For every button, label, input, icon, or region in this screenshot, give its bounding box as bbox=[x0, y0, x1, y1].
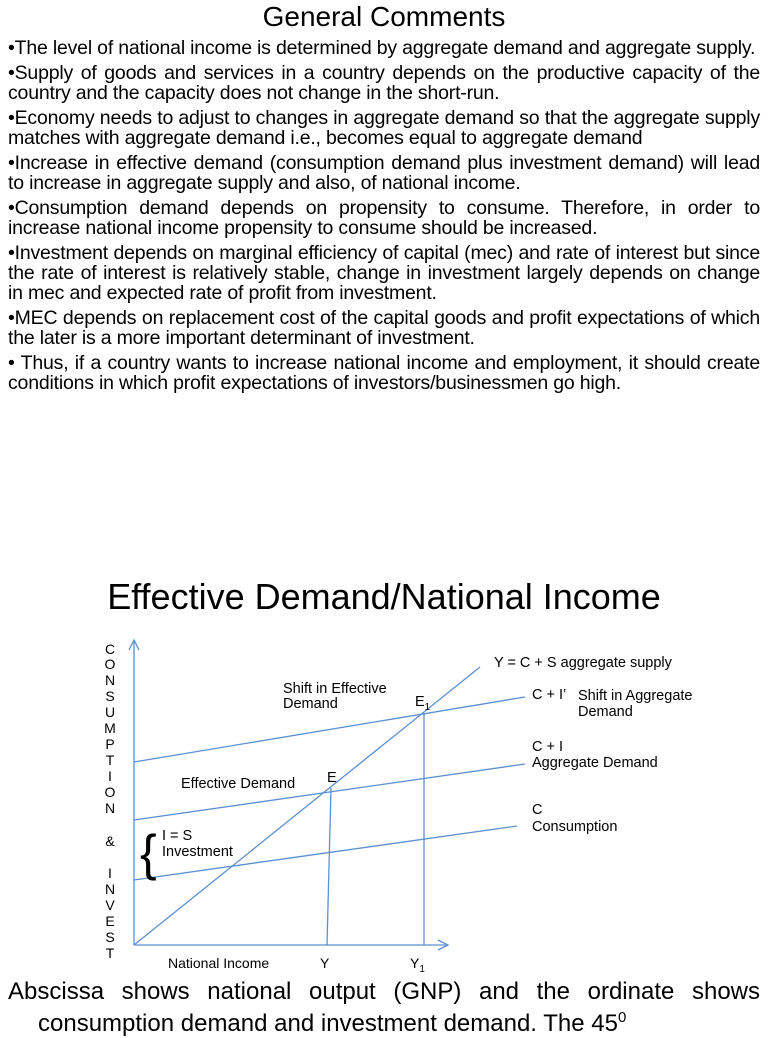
bullet-item: •MEC depends on replacement cost of the capital goods and profit expectations of which the later is a more important determinant of investment. bbox=[8, 307, 760, 349]
investment-brace: { bbox=[140, 825, 157, 881]
footer-line-1: Abscissa shows national output (GNP) and the ordinate shows bbox=[8, 978, 760, 1005]
point-e1-text: E bbox=[415, 694, 425, 710]
point-e1-subscript: 1 bbox=[424, 702, 431, 713]
y-axis-letter: N bbox=[104, 800, 116, 816]
y-axis-letter: N bbox=[104, 881, 116, 897]
c-line-name: C bbox=[532, 802, 543, 818]
shift-effective-demand-1: Shift in Effective bbox=[283, 681, 387, 697]
tick-y1-subscript: 1 bbox=[419, 964, 425, 975]
diagram-title: Effective Demand/National Income bbox=[107, 576, 661, 617]
shifted-ad-label-1: Shift in Aggregate bbox=[578, 688, 693, 704]
bullet-item: •Increase in effective demand (consumption demand plus investment demand) will lead to increase in aggregate supply and also, of national income. bbox=[8, 152, 760, 194]
income-y-drop-line bbox=[327, 788, 331, 945]
c-line-label: Consumption bbox=[532, 819, 618, 835]
bullet-list bbox=[8, 38, 760, 398]
point-e1 bbox=[415, 694, 431, 713]
is-label: I = S bbox=[162, 828, 193, 844]
y-axis-letter: T bbox=[105, 752, 115, 768]
investment-label: Investment bbox=[162, 844, 233, 860]
y-axis-letter: M bbox=[104, 720, 116, 736]
y-axis-letter: S bbox=[105, 929, 115, 945]
y-axis-letter: S bbox=[105, 688, 115, 704]
shifted-ad-label-2: Demand bbox=[578, 704, 633, 720]
supply-line-label: Y = C + S aggregate supply bbox=[494, 655, 672, 671]
x-axis-label: National Income bbox=[168, 955, 270, 971]
page-title: General Comments bbox=[262, 1, 506, 32]
bullet-item: •Consumption demand depends on propensity to consume. Therefore, in order to increase national income propensity to consume should be increased. bbox=[8, 197, 760, 239]
tick-y: Y bbox=[320, 955, 330, 971]
bullet-item: •The level of national income is determined by aggregate demand and aggregate supply. bbox=[8, 37, 756, 59]
y-axis-letter: I bbox=[108, 865, 112, 881]
bullet-item: • Thus, if a country wants to increase national income and employment, it should create conditions in which profit expectations of investors/businessmen go high. bbox=[8, 352, 760, 394]
y-axis-letter: U bbox=[104, 704, 116, 720]
ad-line-name: C + I bbox=[532, 739, 564, 755]
y-axis-letter: O bbox=[104, 784, 116, 800]
shifted-ad-line-name: C + I’ bbox=[532, 687, 567, 703]
y-axis-label bbox=[104, 641, 116, 961]
footer-line-2-text: consumption demand and investment demand. The 45 bbox=[38, 1010, 618, 1037]
keynesian-cross-diagram bbox=[0, 630, 768, 975]
bullet-item: •Economy needs to adjust to changes in aggregate demand so that the aggregate supply matches with aggregate demand i.e., becomes equal to aggregate demand bbox=[8, 107, 760, 149]
ad-line-label: Aggregate Demand bbox=[532, 755, 658, 771]
y-axis-letter: E bbox=[105, 913, 115, 929]
y-axis-letter: V bbox=[105, 897, 115, 913]
bullet-item: •Supply of goods and services in a country depends on the productive capacity of the country and the capacity does not change in the short-run. bbox=[8, 62, 760, 104]
footer-degree-superscript: 0 bbox=[617, 1009, 627, 1026]
effective-demand-label: Effective Demand bbox=[181, 776, 296, 792]
point-e: E bbox=[327, 770, 337, 786]
y-axis-letter: & bbox=[105, 833, 115, 849]
footer-line-2 bbox=[8, 1004, 760, 1038]
bullet-item: •Investment depends on marginal efficiency of capital (mec) and rate of interest but since the rate of interest is relatively stable, change in investment largely depends on change in mec and expected rate of profit from investment. bbox=[8, 242, 760, 304]
y-axis-letter: O bbox=[104, 656, 116, 672]
y-axis-letter: N bbox=[104, 672, 116, 688]
y-axis-letter: T bbox=[105, 945, 115, 961]
y-axis-letter: P bbox=[105, 736, 115, 752]
y-axis-letter: I bbox=[108, 768, 112, 784]
shift-effective-demand-2: Demand bbox=[283, 696, 338, 712]
tick-y1 bbox=[410, 955, 425, 975]
tick-y1-text: Y bbox=[410, 955, 420, 971]
y-axis-letter: C bbox=[104, 641, 116, 657]
